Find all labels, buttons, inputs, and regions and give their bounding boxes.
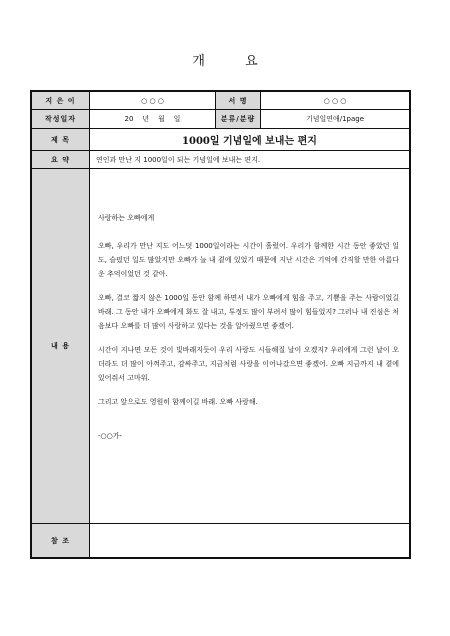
letter-signature: -○○가- (98, 432, 123, 440)
recipient-value: ○ ○ ○ (323, 96, 347, 105)
overview-form (30, 90, 411, 559)
author-value: ○ ○ ○ (90, 92, 216, 109)
reference-label: 참 조 (32, 524, 90, 557)
recipient-label: 서 명 (216, 92, 261, 109)
date-value: 20 년 월 일 (90, 110, 216, 128)
category-value: 기념일연애/1page (305, 115, 365, 123)
letter-paragraph-3: 시간이 지나면 모든 것이 빛바래지듯이 우리 사랑도 시들해질 날이 오겠지? 우리에게 그런 날이 오더라도 더 많이 아껴주고, 감싸주고, 지금처럼 사랑을 이어나갔으면 좋겠어. 오빠 지금까지 내 곁에 있어줘서 고마워. (98, 346, 399, 382)
letter-paragraph-2: 오빠, 결코 짧지 않은 1000일 동안 함께 하면서 내가 오빠에게 힘을 주고, 기쁨을 주는 사람이었길 바래. 그 동안 내가 오빠에게 화도 잘 내고, 투정도 많이 부려서 많이 힘들었지? 그러나 내 진심은 처음보다 오빠를 더 많이 사랑하고 있다는 것을 알아줬으면 좋겠어. (98, 294, 399, 330)
letter-body (90, 169, 409, 523)
letter-paragraph-4: 그리고 앞으로도 영원히 함께이길 바래. 오빠 사랑해. (98, 398, 258, 406)
summary-label: 요 약 (32, 151, 90, 168)
letter-greeting: 사랑하는 오빠에게 (98, 214, 155, 222)
form-row-reference (32, 524, 409, 557)
form-row-subject (32, 129, 409, 151)
subject-value: 1000일 기념일에 보내는 편지 (182, 136, 317, 147)
reference-value (90, 524, 409, 557)
summary-value: 연인과 만난 지 1000일이 되는 기념일에 보내는 편지. (96, 155, 261, 164)
content-label: 내 용 (32, 169, 90, 523)
form-row-date (32, 110, 409, 129)
subject-label: 제 목 (32, 129, 90, 150)
date-label: 작성일자 (32, 110, 90, 128)
form-row-content (32, 169, 409, 524)
form-row-author (32, 92, 409, 110)
page-title: 개 요 (192, 54, 276, 69)
form-row-summary (32, 151, 409, 169)
author-label: 지 은 이 (32, 92, 90, 109)
letter-paragraph-1: 오빠, 우리가 만난 지도 어느덧 1000일이라는 시간이 흘렀어. 우리가 함께한 시간 동안 좋았던 일도, 슬펐던 일도 많았지만 오빠가 늘 내 곁에 있었기 때문에 지난 시간은 기억에 간직할 만한 아름다운 추억이었던 것 같아. (98, 242, 399, 278)
category-label: 분류/분량 (216, 110, 261, 128)
